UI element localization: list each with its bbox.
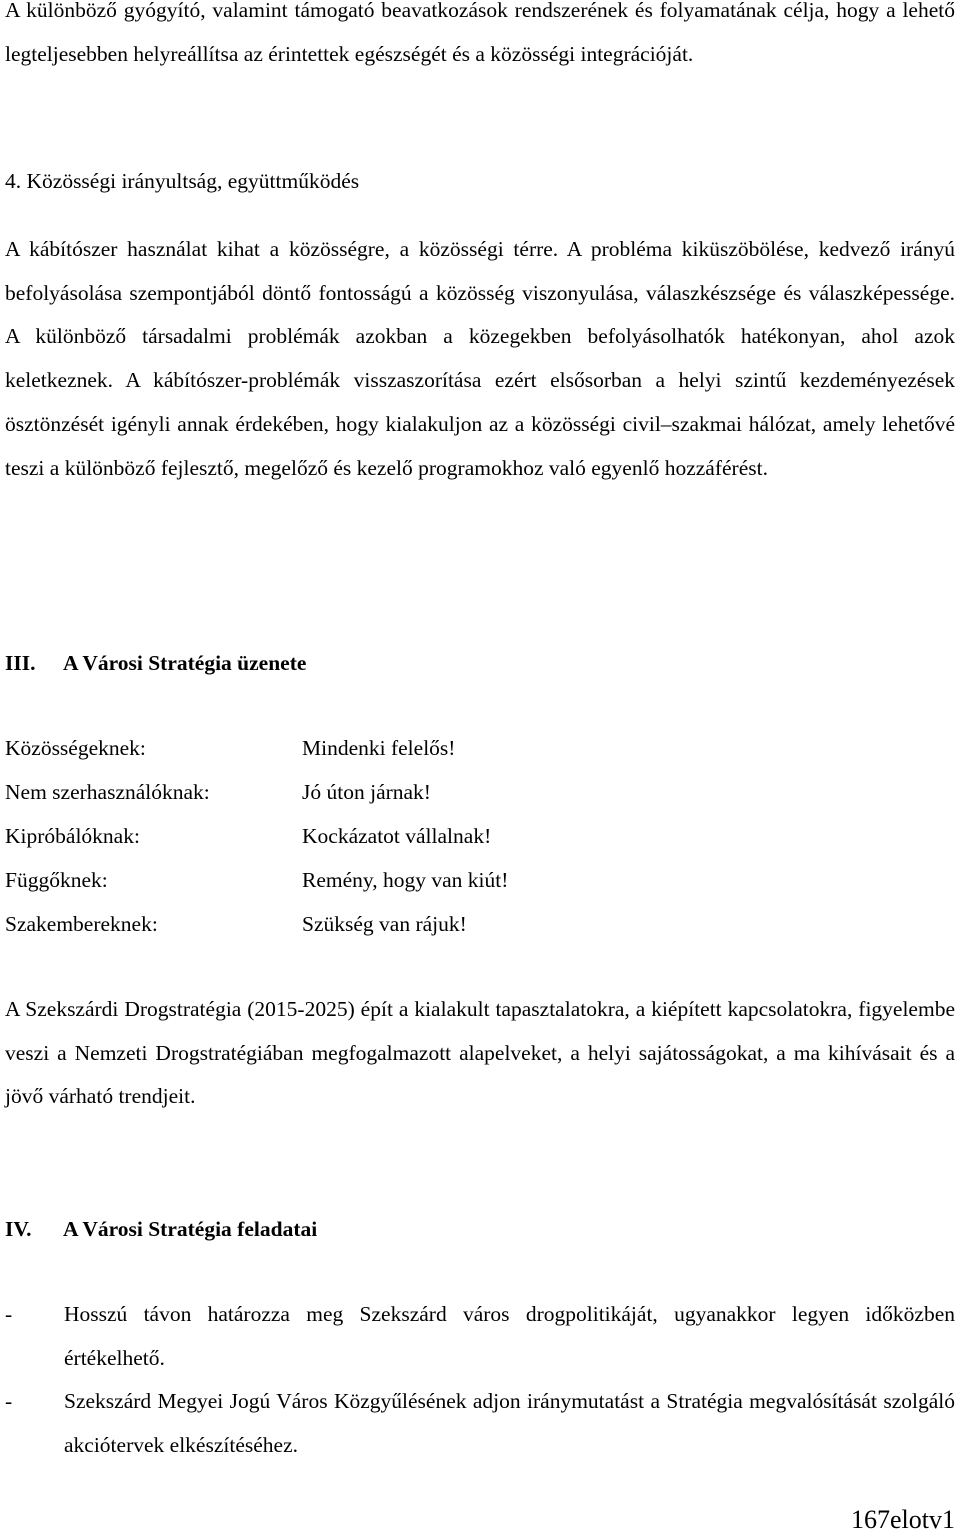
message-target: Szakembereknek: bbox=[5, 912, 158, 936]
message-row bbox=[5, 814, 955, 858]
section-number-iv: IV. bbox=[5, 1217, 32, 1241]
strategy-messages-table bbox=[5, 726, 955, 946]
section-title-iii: A Városi Stratégia üzenete bbox=[63, 651, 307, 675]
section-title-iv: A Városi Stratégia feladatai bbox=[63, 1217, 318, 1241]
task-list-item bbox=[5, 1293, 955, 1380]
message-target: Függőknek: bbox=[5, 868, 108, 892]
page-footer-label: 167elotv1 bbox=[851, 1505, 955, 1534]
task-text: Szekszárd Megyei Jogú Város Közgyűlésének adjon iránymutatást a Stratégia megvalósítását szolgáló akciótervek elkészítéséhez. bbox=[64, 1389, 955, 1457]
task-text: Hosszú távon határozza meg Szekszárd város drogpolitikáját, ugyanakkor legyen időközben értékelhető. bbox=[64, 1302, 955, 1370]
intro-paragraph: A különböző gyógyító, valamint támogató beavatkozások rendszerének és folyamatának célja, hogy a lehető legteljesebben helyreállítsa az érintettek egészségét és a közösségi integrációját. bbox=[5, 0, 955, 66]
section-number-iii: III. bbox=[5, 651, 36, 675]
task-list-item bbox=[5, 1380, 955, 1467]
message-target: Közösségeknek: bbox=[5, 736, 146, 760]
message-target: Kipróbálóknak: bbox=[5, 824, 140, 848]
message-row bbox=[5, 902, 955, 946]
message-text: Mindenki felelős! bbox=[302, 736, 456, 760]
message-text: Kockázatot vállalnak! bbox=[302, 824, 492, 848]
message-text: Remény, hogy van kiút! bbox=[302, 868, 509, 892]
message-row bbox=[5, 770, 955, 814]
section-heading-iii bbox=[5, 648, 306, 678]
bullet-dash: - bbox=[5, 1302, 13, 1326]
message-row bbox=[5, 858, 955, 902]
message-text: Szükség van rájuk! bbox=[302, 912, 467, 936]
message-text: Jó úton járnak! bbox=[302, 780, 431, 804]
bullet-dash: - bbox=[5, 1389, 13, 1413]
drug-strategy-paragraph: A Szekszárdi Drogstratégia (2015-2025) épít a kialakult tapasztalatokra, a kiépített kapcsolatokra, figyelembe veszi a Nemzeti Drogstratégiában megfogalmazott alapelveket, a helyi sajátosságokat, a ma kihívásait és a jövő várható trendjeit. bbox=[5, 997, 955, 1109]
section-heading-iv bbox=[5, 1214, 317, 1244]
community-paragraph: A kábítószer használat kihat a közösségre, a közösségi térre. A probléma kiküszöbölése, kedvező irányú befolyásolása szempontjából döntő fontosságú a közösség viszonyulása, válaszkészsége és válaszképessége. A különböző társadalmi problémák azokban a közegekben befolyásolhatók hatékonyan, ahol azok keletkeznek. A kábítószer-problémák visszaszorítása ezért elsősorban a helyi szintű kezdeményezések ösztönzését igényli annak érdekében, hogy kialakuljon az a közösségi civil–szakmai hálózat, amely lehetővé teszi a különböző fejlesztő, megelőző és kezelő programokhoz való egyenlő hozzáférést. bbox=[5, 237, 955, 480]
document-page bbox=[5, 0, 955, 1537]
message-row bbox=[5, 726, 955, 770]
message-target: Nem szerhasználóknak: bbox=[5, 780, 210, 804]
section-heading-community: 4. Közösségi irányultság, együttműködés bbox=[5, 169, 360, 193]
